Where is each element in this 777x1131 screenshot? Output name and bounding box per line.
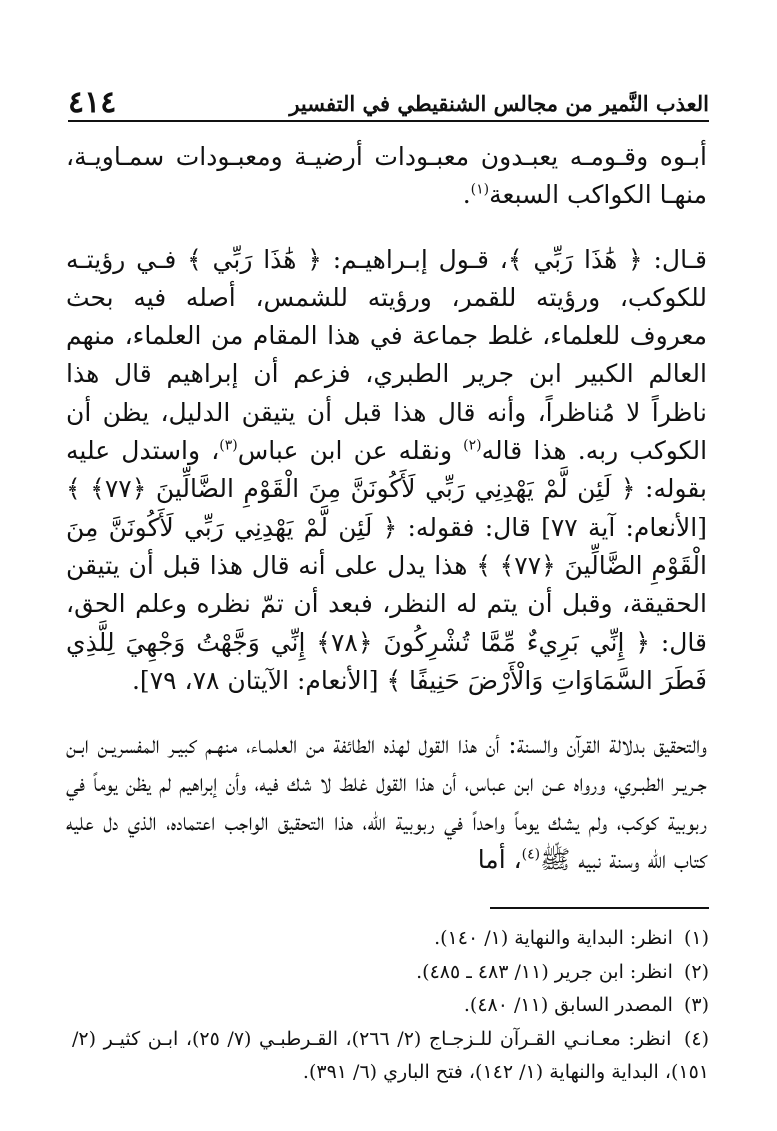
footnotes <box>72 922 709 1090</box>
footnote-2 <box>72 956 709 990</box>
footnote-number: (٢) <box>683 960 709 983</box>
footnote-text: انظر: البداية والنهاية (١/ ١٤٠). <box>434 927 673 949</box>
footnote-3 <box>72 989 709 1023</box>
running-header <box>68 78 709 122</box>
paragraph-3-text: والتحقيق بدلالة القرآن والسنة: أن هذا القول لهذه الطائفة من العلمـاء، منهـم كبيـر المفسريـن ابـن جـريـر الطبـري، ورواه عـن ابن عباس، أن هذا القول غلط لا شك فيه، وأن إبراهيم لم يظن يوماً في ربوبية كوكب، ولم يشك يوماً واحداً في ربوبية الله، هذا التحقيق الواجب اعتماده، الذي دل عليه كتاب الله وسنة نبيه ﷺ <box>66 730 707 875</box>
page-number: ٤١٤ <box>68 85 117 120</box>
footnote-ref-2[interactable]: (٢) <box>463 437 482 454</box>
main-text <box>66 138 707 879</box>
footnote-ref-1[interactable]: (١) <box>470 181 490 198</box>
footnote-number: (٤) <box>683 1027 709 1050</box>
running-title: العذب النَّمير من مجالس الشنقيطي في التفسير <box>289 91 709 116</box>
paragraph-1-end: . <box>462 180 471 210</box>
paragraph-2-text-b: ونقله عن ابن عباس <box>237 436 464 466</box>
footnote-4 <box>72 1023 709 1090</box>
footnote-number: (١) <box>683 927 709 949</box>
footnote-text: المصدر السابق (١١/ ٤٨٠). <box>463 994 673 1016</box>
footnote-text: انظر: معـانـي القـرآن للـزجـاج (٢/ ٢٦٦)، القـرطبـي (٧/ ٢٥)، ابـن كثيـر (٢/ ١٥١)، البداية والنهاية (١/ ١٤٢)، فتح الباري (٦/ ٣٩١). <box>72 1027 709 1083</box>
footnote-ref-3[interactable]: (٣) <box>219 437 238 454</box>
paragraph-2-text-c: ، واستدل عليه بقوله: ﴿ لَئِن لَّمْ يَهْدِنِي رَبِّي لَأَكُونَنَّ مِنَ الْقَوْمِ الضَّالِّينَ ﴿٧٧﴾ ﴾ [الأنعام: آية ٧٧] قال: فقوله: ﴿ لَئِن لَّمْ يَهْدِنِي رَبِّي لَأَكُونَنَّ مِنَ الْقَوْمِ الضَّالِّينَ ﴿٧٧﴾ ﴾ هذا يدل على أنه قال هذا قبل أن يتيقن الحقيقة، وقبل أن يتم له النظر، فبعد أن تمّ نظره وعلم الحق، قال: ﴿ إِنِّي بَرِيءٌ مِّمَّا تُشْرِكُونَ ﴿٧٨﴾ إِنِّي وَجَّهْتُ وَجْهِيَ لِلَّذِي فَطَرَ السَّمَاوَاتِ وَالْأَرْضَ حَنِيفًا ﴾ [الأنعام: الآيتان ٧٨، ٧٩]. <box>66 436 708 695</box>
footnote-1 <box>72 922 709 956</box>
paragraph-3-end: ، أما <box>477 845 522 875</box>
footnote-ref-4[interactable]: (٤) <box>521 846 541 863</box>
paragraph-3 <box>66 726 707 879</box>
paragraph-1-text: أبـوه وقـومـه يعبـدون معبـودات أرضيـة ومعبـودات سمـاويـة، منهـا الكواكب السبعة <box>66 142 707 210</box>
footnote-separator <box>490 907 709 909</box>
footnote-number: (٣) <box>683 994 709 1016</box>
paragraph-2-text-a: قـال: ﴿ هَٰذَا رَبِّي ﴾، قـول إبـراهيـم: ﴿ هَٰذَا رَبِّي ﴾ فـي رؤيتـه للكوكب، ورؤيته للقمر، ورؤيته للشمس، أصله فيه بحث معروف للعلماء، غلط جماعة في هذا المقام من العلماء، منهم العالم الكبير ابن جرير الطبري، فزعم أن إبراهيم قال هذا ناظراً لا مُناظراً، وأنه قال هذا قبل أن يتيقن الدليل، يظن أن الكوكب ربه. هذا قاله <box>66 244 708 466</box>
paragraph-2 <box>66 241 707 701</box>
footnote-text: انظر: ابن جرير (١١/ ٤٨٣ ـ ٤٨٥). <box>416 960 673 983</box>
paragraph-1 <box>66 138 707 215</box>
